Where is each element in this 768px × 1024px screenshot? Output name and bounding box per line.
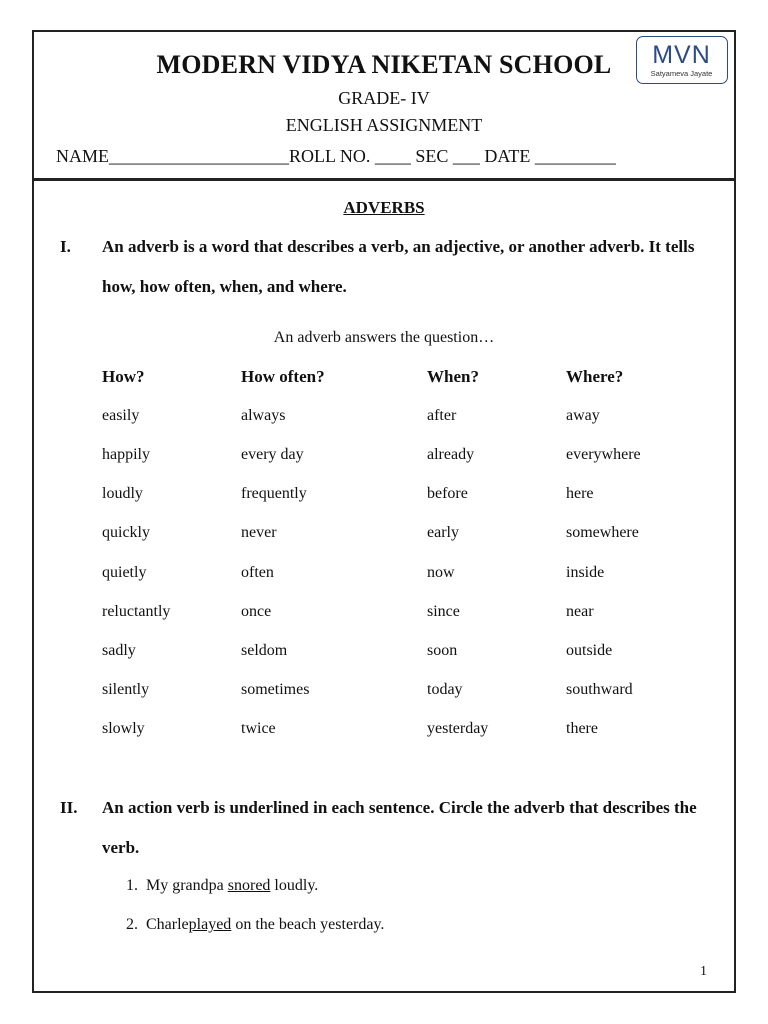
column-header-how: How?: [102, 367, 145, 386]
sentence-number: 2.: [126, 916, 138, 933]
adverb-cell: today: [427, 681, 463, 698]
grade-label: GRADE- IV: [338, 88, 430, 108]
adverb-cell: yesterday: [427, 720, 489, 737]
subject-label: ENGLISH ASSIGNMENT: [285, 115, 483, 135]
adverb-cell: sometimes: [241, 681, 310, 698]
adverb-cell: loudly: [102, 485, 143, 502]
sentence-text-before: My grandpa: [146, 877, 228, 894]
adverb-cell: since: [427, 603, 460, 620]
adverb-cell: soon: [427, 642, 458, 659]
section-2-text: An action verb is underlined in each sentence. Circle the adverb that describes the verb.: [102, 798, 697, 857]
adverb-cell: early: [427, 524, 459, 541]
underlined-verb: snored: [227, 877, 271, 894]
logo-motto: Satyameva Jayate: [650, 69, 713, 78]
adverb-cell: once: [241, 603, 272, 620]
adverb-cell: every day: [241, 446, 304, 463]
header-divider: [32, 178, 736, 181]
adverb-cell: always: [241, 407, 286, 424]
page-number: 1: [700, 964, 707, 979]
school-logo: [636, 36, 728, 84]
adverb-cell: somewhere: [566, 524, 639, 541]
adverb-cell: sadly: [102, 642, 136, 659]
adverb-cell: after: [427, 407, 457, 424]
student-info-line: NAME____________________ROLL NO. ____ SEC ___ DATE _________: [56, 146, 616, 166]
adverb-cell: near: [566, 603, 594, 620]
adverb-cell: there: [566, 720, 598, 737]
column-header-where: Where?: [566, 367, 624, 386]
exercise-sentence-1: [126, 877, 318, 895]
adverb-cell: inside: [566, 564, 605, 581]
sentence-text-after: on the beach yesterday.: [231, 916, 385, 933]
adverb-cell: frequently: [241, 485, 307, 502]
section-1-number: I.: [60, 237, 71, 256]
section-2-number: II.: [60, 798, 78, 817]
section-1-text: An adverb is a word that describes a verb, an adjective, or another adverb. It tells how, how often, when, and where.: [102, 237, 695, 296]
school-name: MODERN VIDYA NIKETAN SCHOOL: [156, 50, 612, 79]
adverb-cell: southward: [566, 681, 633, 698]
adverb-cell: quickly: [102, 524, 150, 541]
adverb-cell: twice: [241, 720, 276, 737]
column-header-how-often: How often?: [241, 367, 325, 386]
underlined-verb: played: [188, 916, 232, 933]
sentence-number: 1.: [126, 877, 138, 894]
adverb-cell: slowly: [102, 720, 145, 737]
adverb-cell: often: [241, 564, 274, 581]
adverb-cell: reluctantly: [102, 603, 171, 620]
sentence-text-after: loudly.: [270, 877, 319, 894]
adverb-cell: away: [566, 407, 600, 424]
adverb-cell: everywhere: [566, 446, 641, 463]
adverb-cell: here: [566, 485, 594, 502]
adverb-cell: outside: [566, 642, 613, 659]
adverb-cell: already: [427, 446, 475, 463]
column-header-when: When?: [427, 367, 479, 386]
adverb-cell: never: [241, 524, 277, 541]
logo-initials: MVN: [652, 41, 711, 69]
topic-heading: ADVERBS: [343, 198, 425, 217]
exercise-sentence-2: [126, 916, 384, 934]
adverb-cell: now: [427, 564, 455, 581]
table-intro: An adverb answers the question…: [273, 329, 495, 346]
adverb-cell: before: [427, 485, 468, 502]
adverb-cell: seldom: [241, 642, 288, 659]
adverb-cell: silently: [102, 681, 150, 698]
sentence-text-before: Charle: [146, 916, 189, 933]
adverb-cell: quietly: [102, 564, 147, 581]
adverb-cell: happily: [102, 446, 150, 463]
adverb-cell: easily: [102, 407, 140, 424]
